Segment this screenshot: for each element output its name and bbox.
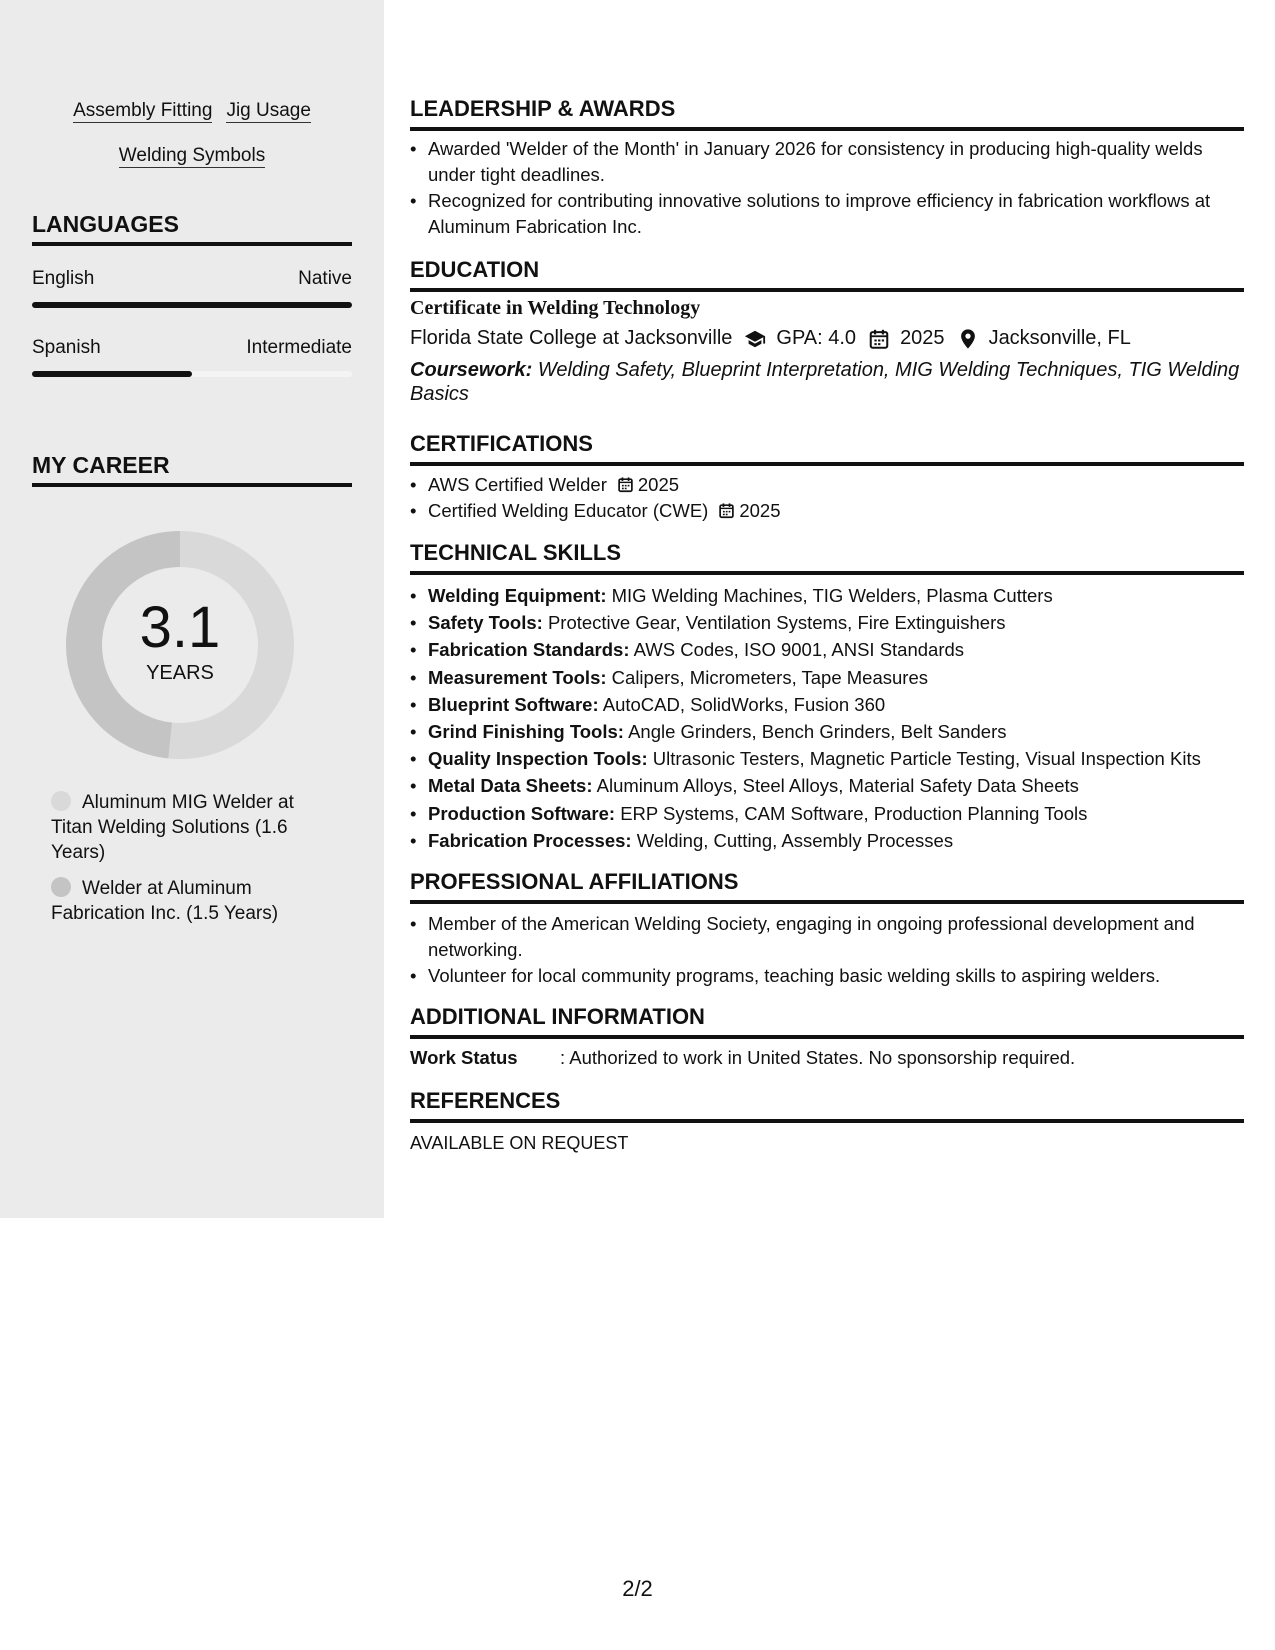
cert-name: Certified Welding Educator (CWE) [428, 500, 709, 521]
list-item: • Member of the American Welding Society, engaging in ongoing professional development and networking. [410, 911, 1244, 963]
skill-tag: Jig Usage [226, 100, 311, 121]
skill-label: Production Software: [428, 802, 616, 824]
career-total [66, 595, 294, 685]
language-spanish [32, 337, 352, 377]
career-item [51, 790, 311, 865]
language-bar [32, 302, 352, 308]
skill-value: Welding, Cutting, Assembly Processes [636, 829, 954, 851]
calendar-icon [868, 328, 890, 350]
skill-tags [32, 88, 352, 178]
calendar-icon [617, 476, 634, 493]
skill-label: Blueprint Software: [428, 693, 599, 715]
career-item [51, 876, 311, 926]
education-heading: EDUCATION [410, 257, 1244, 292]
career-total-unit: YEARS [146, 662, 214, 684]
gpa: GPA: 4.0 [776, 327, 857, 349]
skill-value: AutoCAD, SolidWorks, Fusion 360 [602, 693, 886, 715]
career-item-label: Aluminum MIG Welder at Titan Welding Solutions (1.6 Years) [51, 792, 294, 863]
list-item: • Awarded 'Welder of the Month' in January 2026 for consistency in producing high-quality welds under tight deadlines. [410, 136, 1244, 188]
skill-value: AWS Codes, ISO 9001, ANSI Standards [633, 639, 965, 661]
list-item [410, 498, 1244, 524]
list-item [410, 609, 1244, 636]
list-item: • Recognized for contributing innovative solutions to improve efficiency in fabrication workflows at Aluminum Fabrication Inc. [410, 188, 1244, 240]
calendar-icon [718, 502, 735, 519]
career-legend-dot [51, 877, 71, 897]
coursework-label: Coursework: [410, 359, 533, 381]
work-status-label: Work Status [410, 1047, 518, 1068]
work-status [410, 1047, 1075, 1069]
leadership-heading: LEADERSHIP & AWARDS [410, 96, 1244, 131]
skill-label: Safety Tools: [428, 612, 543, 634]
skill-value: Protective Gear, Ventilation Systems, Fire Extinguishers [547, 612, 1006, 634]
cert-year: 2025 [637, 474, 680, 495]
coursework-text: Welding Safety, Blueprint Interpretation, MIG Welding Techniques, TIG Welding Basics [410, 359, 1240, 405]
work-status-value: : Authorized to work in United States. No sponsorship required. [560, 1047, 1076, 1068]
skill-tag: Welding Symbols [118, 145, 266, 166]
sidebar [0, 0, 384, 1218]
career-legend-dot [51, 791, 71, 811]
skill-label: Quality Inspection Tools: [428, 748, 648, 770]
language-bar-fill [32, 371, 192, 377]
list-item [410, 582, 1244, 609]
list-item: • Volunteer for local community programs, teaching basic welding skills to aspiring welders. [410, 963, 1244, 989]
location-pin-icon [957, 328, 979, 350]
skill-value: MIG Welding Machines, TIG Welders, Plasma Cutters [611, 585, 1053, 606]
leadership-list [410, 136, 1244, 240]
skills-heading: TECHNICAL SKILLS [410, 540, 1244, 575]
list-item [410, 664, 1244, 691]
list-item [410, 636, 1244, 663]
list-item [410, 772, 1244, 799]
language-level: Native [298, 268, 352, 289]
list-item [410, 691, 1244, 718]
cert-name: AWS Certified Welder [428, 474, 607, 495]
graduation-year: 2025 [900, 327, 945, 349]
skill-value: Calipers, Micrometers, Tape Measures [611, 666, 928, 688]
references-text: AVAILABLE ON REQUEST [410, 1133, 629, 1153]
list-item [410, 800, 1244, 827]
affiliations-heading: PROFESSIONAL AFFILIATIONS [410, 869, 1244, 904]
school-location: Jacksonville, FL [988, 327, 1131, 349]
language-bar [32, 371, 352, 377]
school-name: Florida State College at Jacksonville [410, 327, 733, 349]
additional-info-heading: ADDITIONAL INFORMATION [410, 1004, 1244, 1039]
career-heading: MY CAREER [32, 452, 352, 487]
skill-tag: Assembly Fitting [73, 100, 213, 121]
skill-value: ERP Systems, CAM Software, Production Planning Tools [620, 802, 1088, 824]
language-name: Spanish [32, 337, 101, 358]
coursework [410, 358, 1244, 406]
graduation-cap-icon [744, 328, 766, 350]
language-name: English [32, 268, 95, 289]
references-heading: REFERENCES [410, 1088, 1244, 1123]
career-item-label: Welder at Aluminum Fabrication Inc. (1.5 Years) [51, 878, 279, 924]
skill-value: Aluminum Alloys, Steel Alloys, Material Safety Data Sheets [596, 775, 1079, 797]
language-bar-fill [32, 302, 352, 308]
skill-label: Metal Data Sheets: [428, 775, 593, 797]
list-item [410, 472, 1244, 498]
list-item [410, 745, 1244, 772]
language-level: Intermediate [246, 337, 352, 358]
skill-label: Fabrication Processes: [428, 829, 632, 851]
education-details [410, 327, 1131, 350]
list-item [410, 718, 1244, 745]
skill-label: Grind Finishing Tools: [428, 721, 624, 743]
skills-list [410, 582, 1244, 854]
degree-title: Certificate in Welding Technology [410, 297, 701, 319]
skill-label: Fabrication Standards: [428, 639, 630, 661]
skill-label: Measurement Tools: [428, 666, 607, 688]
list-item [410, 827, 1244, 854]
languages-heading: LANGUAGES [32, 211, 352, 246]
page-number: 2/2 [622, 1576, 653, 1601]
language-english [32, 268, 352, 308]
cert-year: 2025 [739, 500, 781, 521]
skill-value: Angle Grinders, Bench Grinders, Belt Sanders [628, 721, 1007, 743]
skill-label: Welding Equipment: [428, 585, 607, 606]
certifications-list [410, 472, 1244, 524]
certifications-heading: CERTIFICATIONS [410, 431, 1244, 466]
affiliations-list [410, 911, 1244, 989]
career-total-years: 3.1 [139, 595, 221, 660]
skill-value: Ultrasonic Testers, Magnetic Particle Testing, Visual Inspection Kits [652, 748, 1201, 770]
